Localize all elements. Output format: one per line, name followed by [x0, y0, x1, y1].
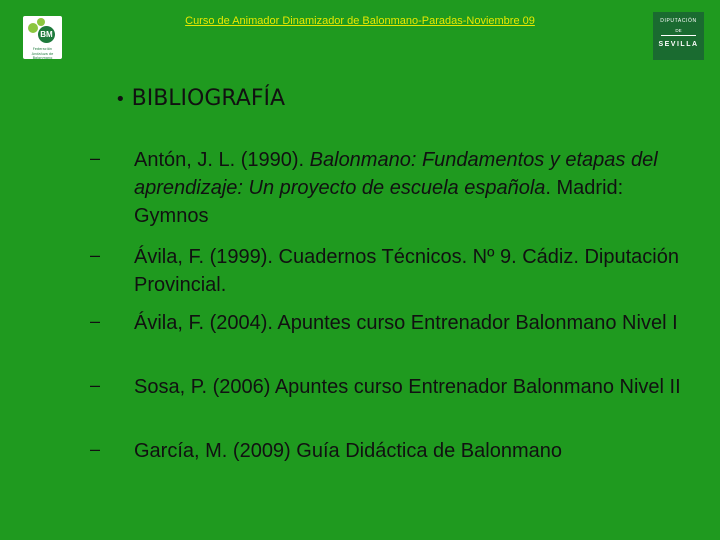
reference-text: Antón, J. L. (1990). Balonmano: Fundamentos y etapas del aprendizaje: Un proyecto de escuela española. Madrid: Gymnos: [134, 149, 658, 227]
section-title-text: BIBLIOGRAFÍA: [131, 86, 286, 111]
reference-list: [0, 146, 720, 471]
reference-text: Sosa, P. (2006) Apuntes curso Entrenador Balonmano Nivel II: [134, 376, 681, 398]
dash-marker: –: [90, 375, 101, 395]
logo-ball-small-icon: [37, 18, 45, 26]
reference-text: García, M. (2009) Guía Didáctica de Balonmano: [134, 440, 562, 462]
reference-item: [0, 309, 720, 373]
diputacion-sevilla-logo: [653, 12, 704, 60]
dash-marker: –: [90, 245, 101, 265]
dash-marker: –: [90, 311, 101, 331]
dash-marker: –: [90, 148, 101, 168]
fab-logo: [23, 16, 62, 59]
reference-work-title: Balonmano: Fundamentos y etapas del aprendizaje: Un proyecto de escuela española: [134, 149, 658, 199]
logo-divider: [661, 35, 696, 36]
logo-city-text: SEVILLA: [658, 41, 699, 48]
logo-arc-text: DIPUTACIÓN: [660, 18, 697, 24]
course-title-link[interactable]: Curso de Animador Dinamizador de Balonmano-Paradas-Noviembre 09: [185, 15, 535, 27]
logo-bm-mark: BM: [38, 26, 55, 43]
bullet-icon: •: [115, 89, 126, 110]
logo-small-text: DE: [675, 28, 682, 33]
reference-item: [0, 146, 720, 243]
reference-item: [0, 373, 720, 437]
logo-tagline: Federación Andaluza de Balonmano: [31, 47, 54, 60]
logo-ball-icon: [28, 23, 38, 33]
reference-text: Ávila, F. (1999). Cuadernos Técnicos. Nº 9. Cádiz. Diputación Provincial.: [134, 246, 679, 296]
section-title: [115, 86, 285, 111]
reference-item: [0, 243, 720, 309]
reference-item: [0, 437, 720, 471]
dash-marker: –: [90, 439, 101, 459]
reference-text: Ávila, F. (2004). Apuntes curso Entrenador Balonmano Nivel I: [134, 312, 678, 334]
